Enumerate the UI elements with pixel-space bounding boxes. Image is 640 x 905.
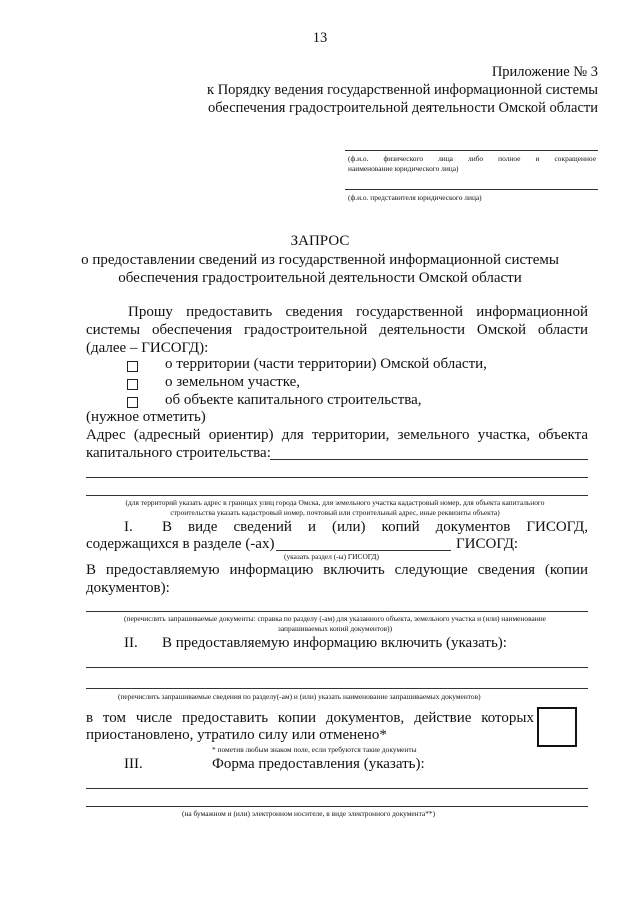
- checkbox-capital-object[interactable]: [127, 397, 138, 408]
- section-3-field-2[interactable]: [86, 806, 588, 807]
- applicant-name-line[interactable]: [345, 150, 598, 151]
- section-1-numeral: I.: [124, 519, 133, 535]
- section-2-field-2[interactable]: [86, 688, 588, 689]
- section-1-line-2b: ГИСОГД:: [456, 536, 519, 552]
- request-title: ЗАПРОС: [290, 233, 350, 249]
- section-3-field-1[interactable]: [86, 788, 588, 789]
- section-2-field-1[interactable]: [86, 667, 588, 668]
- section-2-hint: (перечислить запрашиваемые сведения по разделу(-ам) и (или) указать наименование запрашиваемых документов): [118, 692, 481, 701]
- appendix-line-2: обеспечения градостроительной деятельности Омской области: [207, 100, 598, 116]
- representative-name-line[interactable]: [345, 189, 598, 190]
- section-3-numeral: III.: [124, 756, 143, 772]
- address-field-1[interactable]: [270, 459, 588, 460]
- address-line-1: Адрес (адресный ориентир) для территории, земельного участка, объекта: [86, 427, 588, 443]
- section-2-copies-2: приостановлено, утратило силу или отменено*: [86, 727, 387, 743]
- suspended-documents-checkbox[interactable]: [537, 707, 577, 747]
- applicant-caption-1b: наименование юридического лица): [348, 164, 459, 173]
- option-land-plot: о земельном участке,: [165, 374, 301, 390]
- section-1-include-2: документов):: [86, 580, 170, 596]
- section-1-field[interactable]: [276, 550, 451, 551]
- intro-line-3: (далее – ГИСОГД):: [86, 340, 209, 356]
- address-field-3[interactable]: [86, 495, 588, 496]
- appendix-title: Приложение № 3: [491, 64, 598, 80]
- option-capital-object: об объекте капитального строительства,: [165, 392, 422, 408]
- section-2-text: В предоставляемую информацию включить (указать):: [162, 635, 507, 651]
- request-subtitle-2: обеспечения градостроительной деятельности Омской области: [118, 270, 522, 286]
- section-2-footnote: * пометив любым знаком поле, если требуются такие документы: [212, 745, 417, 754]
- applicant-caption-2: (ф.и.о. представителя юридического лица): [348, 193, 482, 202]
- section-1-hint-2a: (перечислить запрашиваемые документы: справка по разделу (-ам) для указанного объекта, земельного участка и (или) наименование: [124, 614, 546, 623]
- section-2-copies-1: в том числе предоставить копии документов, действие которых: [86, 710, 534, 726]
- checkbox-territory[interactable]: [127, 361, 138, 372]
- section-3-hint: (на бумажном и (или) электронном носителе, в виде электронного документа**): [182, 809, 436, 818]
- section-1-hint-2b: запрашиваемых копий документов)): [277, 624, 393, 633]
- intro-line-2: системы обеспечения градостроительной деятельности Омской области: [86, 322, 588, 338]
- address-hint-2: строительства указать кадастровый номер, почтовый или строительный адрес, иные реквизиты объекта): [170, 508, 500, 517]
- section-1-docs-field[interactable]: [86, 611, 588, 612]
- applicant-caption-1: (ф.и.о. физического лица либо полное и сокращенное: [348, 154, 596, 163]
- section-1-hint: (указать раздел (-ы) ГИСОГД): [284, 552, 379, 561]
- section-2-numeral: II.: [124, 635, 138, 651]
- address-hint-1: (для территорий указать адрес в границах улиц города Омска, для земельного участка кадастровый номер, для объекта капитального: [125, 498, 545, 507]
- option-territory: о территории (части территории) Омской области,: [165, 356, 487, 372]
- section-1-line-1: В виде сведений и (или) копий документов ГИСОГД,: [162, 519, 588, 535]
- intro-line-1: Прошу предоставить сведения государственной информационной: [128, 304, 588, 320]
- section-1-line-2a: содержащихся в разделе (-ах): [86, 536, 275, 552]
- page-number: 13: [312, 30, 328, 46]
- appendix-line-1: к Порядку ведения государственной информационной системы: [207, 82, 598, 98]
- section-3-text: Форма предоставления (указать):: [212, 756, 425, 772]
- mark-note: (нужное отметить): [86, 409, 206, 425]
- request-subtitle-1: о предоставлении сведений из государственной информационной системы: [81, 252, 559, 268]
- section-1-include-1: В предоставляемую информацию включить следующие сведения (копии: [86, 562, 588, 578]
- address-field-2[interactable]: [86, 477, 588, 478]
- checkbox-land-plot[interactable]: [127, 379, 138, 390]
- address-line-2: капитального строительства:: [86, 445, 271, 461]
